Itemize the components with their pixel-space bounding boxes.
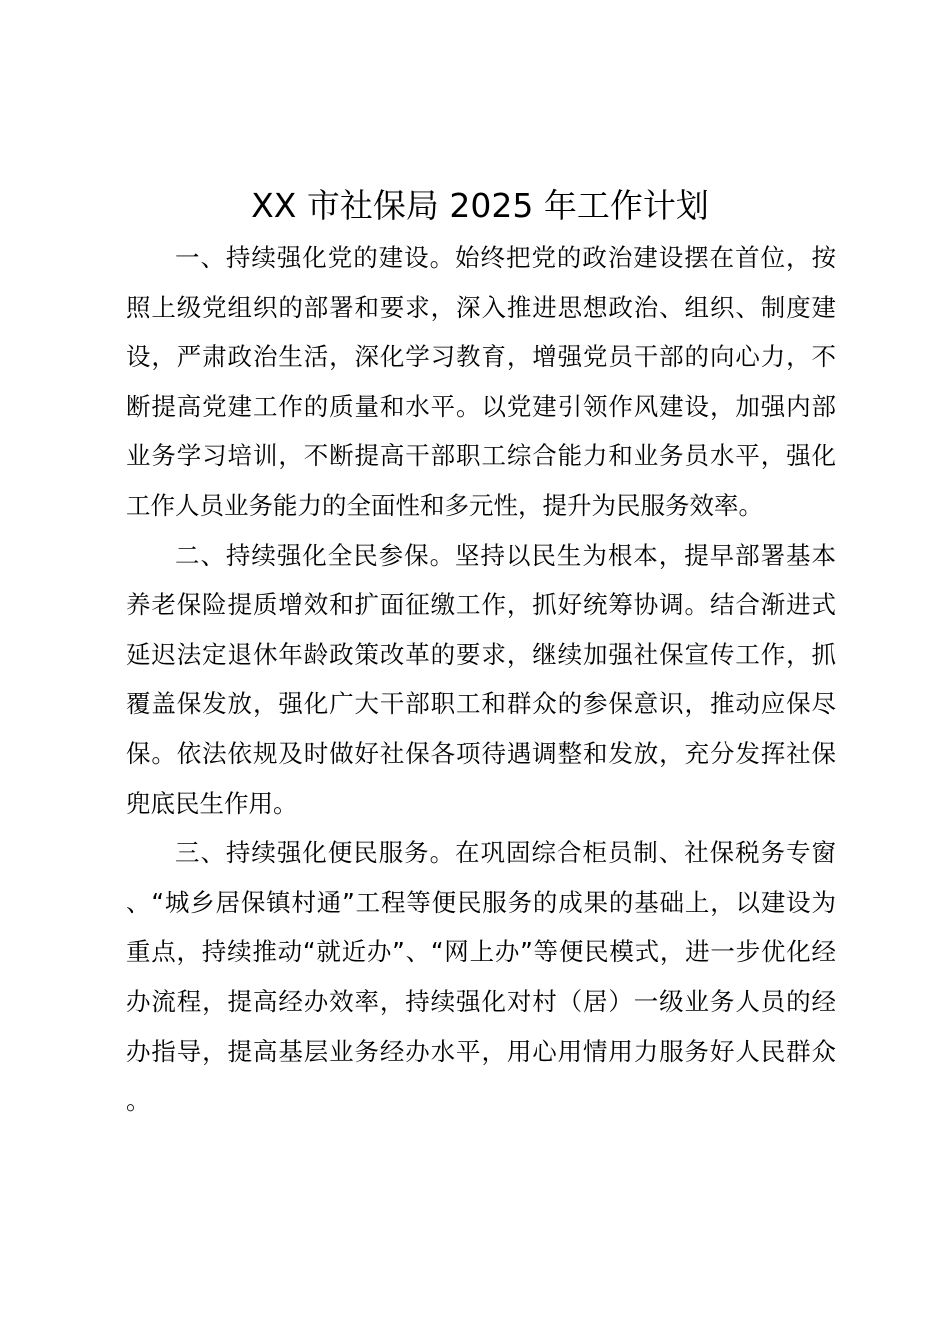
paragraph-universal-insurance: 二、持续强化全民参保。坚持以民生为根本，提早部署基本养老保险提质增效和扩面征缴工作，抓好统筹协调。结合渐进式延迟法定退休年龄政策改革的要求，继续加强社保宣传工作，抓覆盖保发放，强化广大干部职工和群众的参保意识，推动应保尽保。依法依规及时做好社保各项待遇调整和发放，充分发挥社保兜底民生作用。 bbox=[126, 540, 836, 818]
paragraph-convenient-services: 三、持续强化便民服务。在巩固综合柜员制、社保税务专窗、“城乡居保镇村通”工程等便民服务的成果的基础上，以建设为重点，持续推动“就近办”、“网上办”等便民模式，进一步优化经办流程，提高经办效率，持续强化对村（居）一级业务人员的经办指导，提高基层业务经办水平，用心用情用力服务好人民群众。 bbox=[126, 838, 836, 1116]
document-body bbox=[126, 233, 836, 1126]
paragraph-party-building: 一、持续强化党的建设。始终把党的政治建设摆在首位，按照上级党组织的部署和要求，深入推进思想政治、组织、制度建设，严肃政治生活，深化学习教育，增强党员干部的向心力，不断提高党建工作的质量和水平。以党建引领作风建设，加强内部业务学习培训，不断提高干部职工综合能力和业务员水平，强化工作人员业务能力的全面性和多元性，提升为民服务效率。 bbox=[126, 243, 836, 520]
document-title: XX 市社保局 2025 年工作计划 bbox=[251, 186, 709, 225]
